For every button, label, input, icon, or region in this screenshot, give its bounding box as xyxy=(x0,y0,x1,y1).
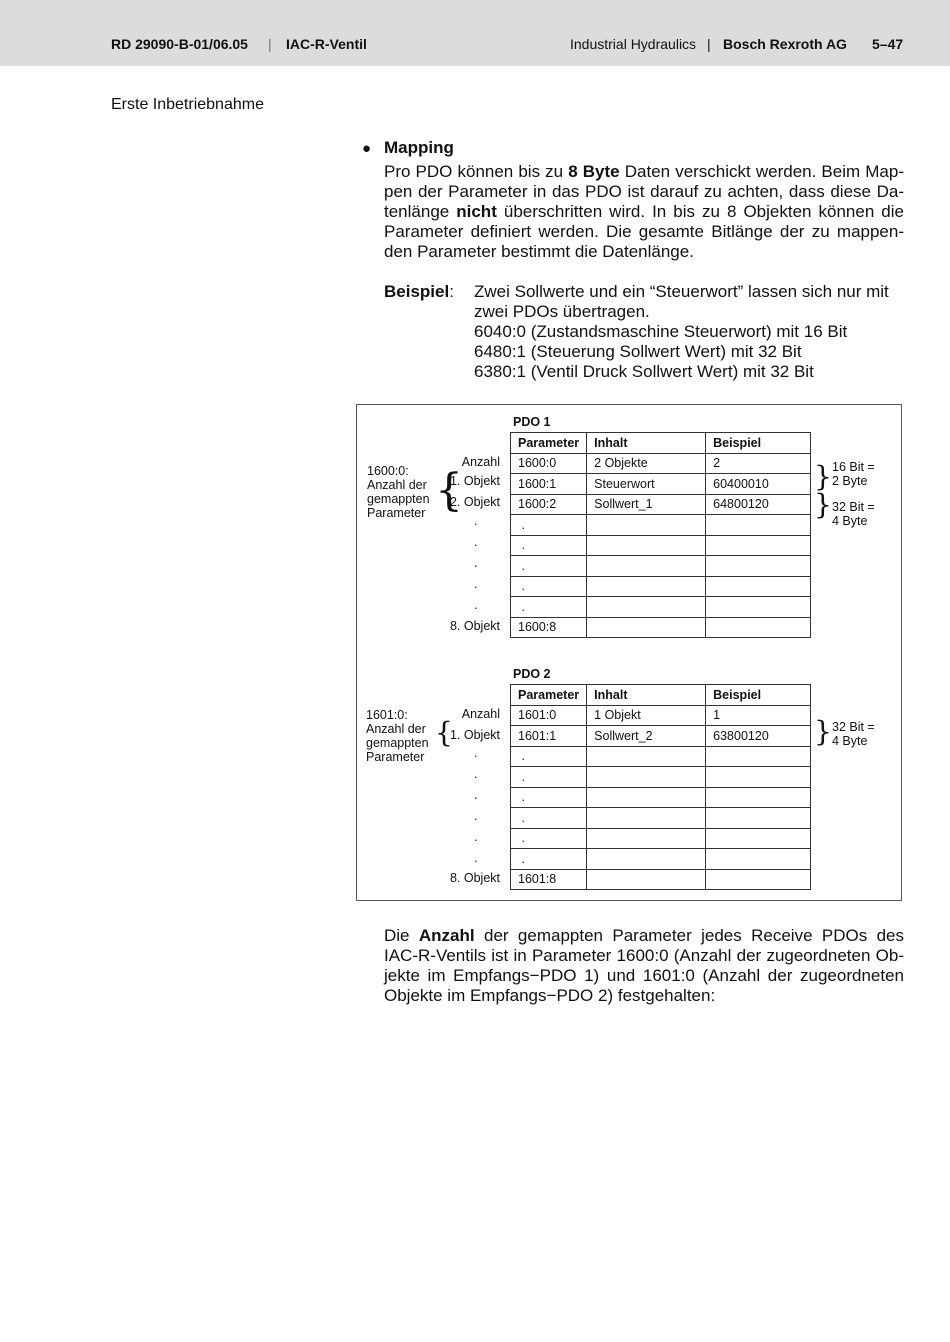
left-brace-icon: { xyxy=(435,465,463,516)
row-dot: . xyxy=(474,809,478,823)
table-row: . xyxy=(511,849,811,870)
row-dot: . xyxy=(474,577,478,591)
row-label-obj1: 1. Objekt xyxy=(449,474,500,488)
table-row: 1600:8 xyxy=(511,617,811,638)
row-dot: . xyxy=(474,556,478,570)
table-row: . xyxy=(511,556,811,577)
example-text xyxy=(474,282,914,382)
pdo-mapping-figure xyxy=(356,404,902,901)
product-name: IAC-R-Ventil xyxy=(286,36,367,52)
pdo1-count-label: 1600:0: Anzahl der gemappten Parameter xyxy=(367,464,430,520)
pdo1-size-16bit: 16 Bit = 2 Byte xyxy=(832,460,875,488)
row-label-obj8: 8. Objekt xyxy=(449,871,500,885)
table-header-row: Parameter Inhalt Beispiel xyxy=(511,685,811,706)
row-dot: . xyxy=(474,851,478,865)
table-row: . xyxy=(511,576,811,597)
closing-paragraph: Die Anzahl der gemappten Parameter jedes Receive PDOs des IAC-R-Ventils ist in Parameter 1600:0 (Anzahl der zugeordneten Ob-jekte im Empfangs−PDO 1) und 1601:0 (Anzahl der zugeordneten Objekte im Empfangs−PDO 2) festgehalten: xyxy=(384,926,905,1005)
page-number: 5–47 xyxy=(872,36,904,52)
row-dot: . xyxy=(474,535,478,549)
header-separator: | xyxy=(268,36,272,52)
example-line: 6380:1 (Ventil Druck Sollwert Wert) mit 32 Bit xyxy=(474,362,814,381)
table-row: . xyxy=(511,808,811,829)
row-dot: . xyxy=(474,746,478,760)
row-label-obj8: 8. Objekt xyxy=(449,619,500,633)
example-line: 6040:0 (Zustandsmaschine Steuerwort) mit 16 Bit xyxy=(474,322,848,341)
pdo2-table xyxy=(510,684,811,890)
right-brace-icon: } xyxy=(814,460,832,493)
table-row: . xyxy=(511,828,811,849)
right-brace-icon: } xyxy=(814,488,832,521)
table-row: . xyxy=(511,515,811,536)
page-header xyxy=(0,0,950,66)
doc-number: RD 29090-B-01/06.05 xyxy=(111,36,248,52)
table-row: 1600:2 Sollwert_1 64800120 xyxy=(511,494,811,515)
pdo1-title: PDO 1 xyxy=(513,415,551,429)
row-label-obj2: 2. Objekt xyxy=(449,495,500,509)
header-separator-2: | xyxy=(707,36,711,52)
section-title: Erste Inbetriebnahme xyxy=(111,96,264,113)
row-dot: . xyxy=(474,767,478,781)
row-dot: . xyxy=(474,598,478,612)
table-row: 1600:0 2 Objekte 2 xyxy=(511,453,811,474)
mapping-paragraph: Pro PDO können bis zu 8 Byte Daten verschickt werden. Beim Map-pen der Parameter in das PDO ist darauf zu achten, dass diese Da-tenlänge nicht überschritten wird. In bis zu 8 Objekten können die Parameter definiert werden. Die gesamte Bitlänge der zu mappen-den Parameter bestimmt die Datenlänge. xyxy=(384,162,904,261)
table-row: 1601:0 1 Objekt 1 xyxy=(511,705,811,726)
table-row: . xyxy=(511,535,811,556)
bullet-icon: ● xyxy=(362,140,372,157)
example-label: Beispiel: xyxy=(384,282,454,301)
table-row: . xyxy=(511,746,811,767)
division-name: Industrial Hydraulics xyxy=(570,36,697,52)
row-label-anzahl: Anzahl xyxy=(461,707,500,721)
mapping-heading: Mapping xyxy=(384,138,454,157)
table-row: . xyxy=(511,597,811,618)
table-header-row: Parameter Inhalt Beispiel xyxy=(511,433,811,454)
example-line: Zwei Sollwerte und ein “Steuerwort” lassen sich nur mit xyxy=(474,282,889,301)
table-row: 1601:1 Sollwert_2 63800120 xyxy=(511,726,811,747)
table-row: . xyxy=(511,787,811,808)
pdo2-size-32bit: 32 Bit = 4 Byte xyxy=(832,720,875,748)
pdo2-title: PDO 2 xyxy=(513,667,551,681)
row-dot: . xyxy=(474,830,478,844)
table-row: . xyxy=(511,767,811,788)
table-row: 1600:1 Steuerwort 60400010 xyxy=(511,474,811,495)
row-dot: . xyxy=(474,514,478,528)
row-dot: . xyxy=(474,788,478,802)
row-label-obj1: 1. Objekt xyxy=(449,728,500,742)
pdo1-size-32bit: 32 Bit = 4 Byte xyxy=(832,500,875,528)
example-line: 6480:1 (Steuerung Sollwert Wert) mit 32 Bit xyxy=(474,342,802,361)
example-line: zwei PDOs übertragen. xyxy=(474,302,650,321)
pdo2-count-label: 1601:0: Anzahl der gemappten Parameter xyxy=(366,708,429,764)
row-label-anzahl: Anzahl xyxy=(461,455,500,469)
pdo1-table xyxy=(510,432,811,638)
company-name: Bosch Rexroth AG xyxy=(723,36,847,52)
table-row: 1601:8 xyxy=(511,869,811,890)
left-brace-icon: { xyxy=(435,716,453,749)
right-brace-icon: } xyxy=(814,715,832,748)
